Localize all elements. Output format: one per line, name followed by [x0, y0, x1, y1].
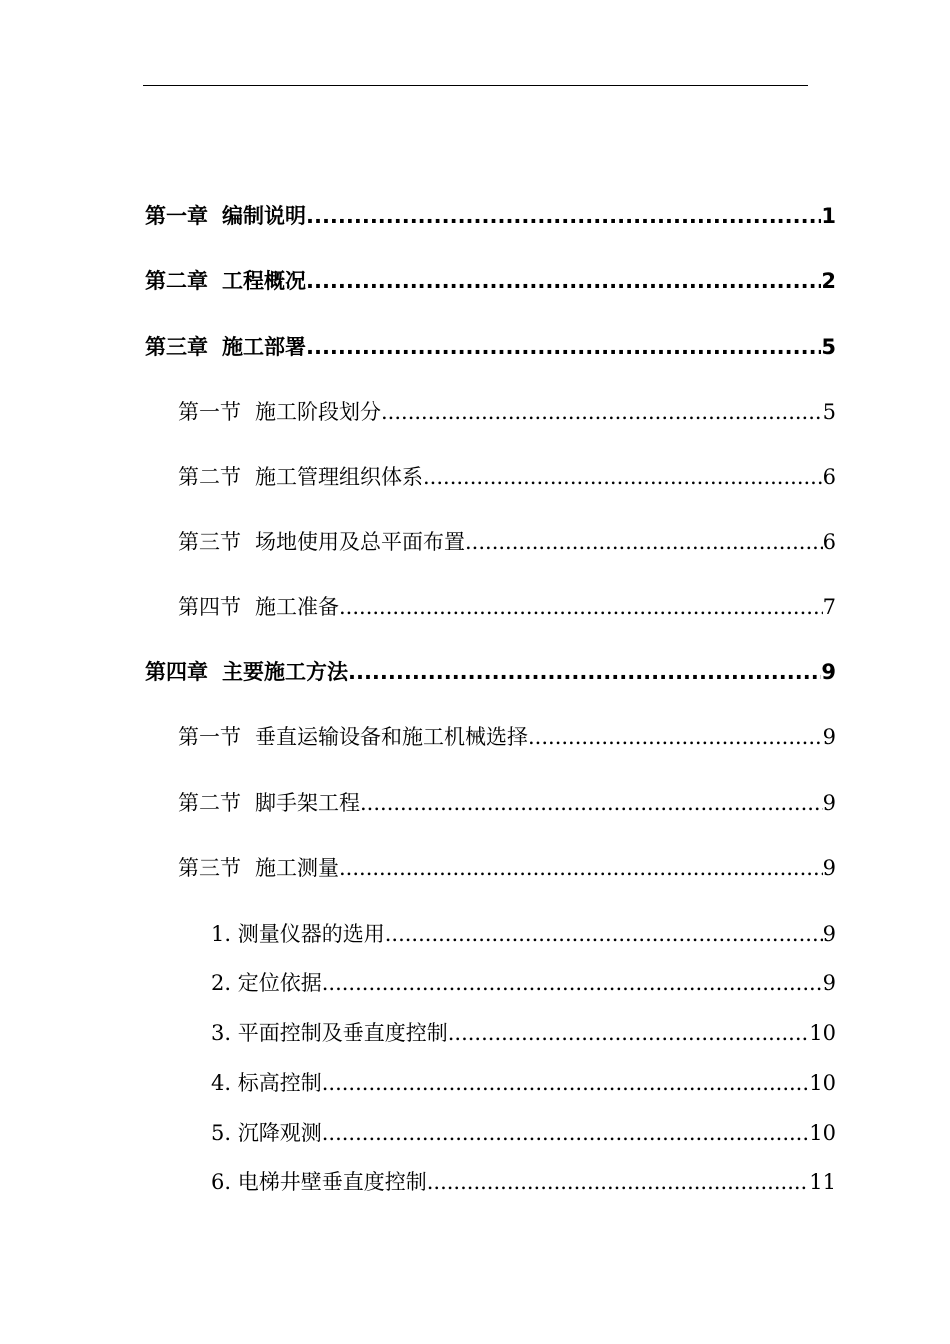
- toc-entry-item[interactable]: [211, 1166, 836, 1196]
- toc-dot-leader: [448, 1021, 810, 1045]
- toc-entry-section[interactable]: [178, 787, 836, 817]
- toc-dot-leader: [423, 465, 823, 489]
- toc-entry-label: [211, 1067, 322, 1097]
- toc-entry-item[interactable]: [211, 967, 836, 997]
- toc-entry-number: 第一章: [145, 204, 208, 228]
- toc-entry-label: [145, 656, 348, 686]
- toc-entry-title: 电梯井壁垂直度控制: [237, 1170, 427, 1194]
- toc-entry-number: 1.: [211, 922, 232, 946]
- toc-dot-leader: [322, 1121, 810, 1145]
- toc-entry-title: 施工部署: [222, 335, 306, 359]
- toc-dot-leader: [528, 725, 823, 749]
- toc-dot-leader: [381, 400, 823, 424]
- toc-entry-label: [145, 200, 306, 230]
- toc-entry-page: 9: [822, 922, 836, 946]
- toc-entry-chapter-4[interactable]: [145, 656, 836, 686]
- toc-entry-page: 10: [809, 1071, 836, 1095]
- toc-entry-label: [145, 331, 306, 361]
- toc-entry-title: 施工测量: [255, 856, 339, 880]
- toc-entry-label: [178, 591, 339, 621]
- toc-entry-number: 第三节: [178, 530, 241, 554]
- toc-entry-page: 7: [822, 595, 836, 619]
- toc-entry-label: [178, 461, 423, 491]
- toc-entry-section[interactable]: [178, 461, 836, 491]
- toc-entry-number: 2.: [211, 971, 232, 995]
- toc-entry-number: 第一节: [178, 725, 241, 749]
- toc-entry-section[interactable]: [178, 591, 836, 621]
- toc-entry-item[interactable]: [211, 1017, 836, 1047]
- toc-entry-page: 5: [821, 335, 836, 359]
- toc-entry-page: 2: [821, 269, 836, 293]
- toc-entry-label: [211, 967, 322, 997]
- toc-dot-leader: [306, 204, 821, 228]
- toc-dot-leader: [306, 269, 821, 293]
- toc-entry-title: 脚手架工程: [255, 791, 360, 815]
- toc-entry-label: [178, 526, 465, 556]
- toc-entry-title: 测量仪器的选用: [237, 922, 385, 946]
- toc-entry-page: 9: [821, 660, 836, 684]
- toc-entry-number: 第一节: [178, 400, 241, 424]
- toc-entry-title: 工程概况: [222, 269, 306, 293]
- toc-entry-page: 6: [822, 465, 836, 489]
- toc-entry-page: 11: [809, 1170, 836, 1194]
- toc-dot-leader: [427, 1170, 810, 1194]
- toc-entry-section[interactable]: [178, 526, 836, 556]
- toc-dot-leader: [348, 660, 821, 684]
- toc-entry-item[interactable]: [211, 1117, 836, 1147]
- toc-entry-page: 9: [822, 791, 836, 815]
- toc-entry-label: [178, 396, 381, 426]
- toc-entry-number: 第三章: [145, 335, 208, 359]
- toc-entry-number: 5.: [211, 1121, 232, 1145]
- toc-dot-leader: [322, 971, 823, 995]
- toc-entry-item[interactable]: [211, 918, 836, 948]
- toc-entry-number: 4.: [211, 1071, 232, 1095]
- toc-entry-chapter-3[interactable]: [145, 331, 836, 361]
- toc-entry-title: 垂直运输设备和施工机械选择: [255, 725, 528, 749]
- toc-entry-label: [211, 1117, 322, 1147]
- toc-entry-page: 5: [822, 400, 836, 424]
- toc-entry-title: 编制说明: [222, 204, 306, 228]
- toc-entry-title: 施工阶段划分: [255, 400, 381, 424]
- toc-entry-section[interactable]: [178, 396, 836, 426]
- toc-entry-page: 9: [822, 856, 836, 880]
- toc-dot-leader: [465, 530, 823, 554]
- toc-entry-title: 主要施工方法: [222, 660, 348, 684]
- toc-entry-number: 3.: [211, 1021, 232, 1045]
- toc-dot-leader: [306, 335, 821, 359]
- toc-dot-leader: [339, 856, 823, 880]
- toc-entry-label: [178, 852, 339, 882]
- toc-entry-label: [178, 721, 528, 751]
- toc-entry-label: [211, 918, 385, 948]
- toc-entry-title: 场地使用及总平面布置: [255, 530, 465, 554]
- toc-entry-label: [145, 265, 306, 295]
- toc-entry-page: 1: [821, 204, 836, 228]
- toc-entry-title: 定位依据: [237, 971, 322, 995]
- toc-entry-number: 第四章: [145, 660, 208, 684]
- toc-dot-leader: [339, 595, 823, 619]
- toc-entry-number: 第四节: [178, 595, 241, 619]
- toc-entry-number: 第二节: [178, 791, 241, 815]
- toc-entry-page: 6: [822, 530, 836, 554]
- toc-entry-section[interactable]: [178, 852, 836, 882]
- toc-entry-label: [211, 1017, 448, 1047]
- toc-entry-title: 施工准备: [255, 595, 339, 619]
- toc-entry-title: 平面控制及垂直度控制: [237, 1021, 448, 1045]
- toc-entry-title: 沉降观测: [237, 1121, 322, 1145]
- toc-entry-number: 第三节: [178, 856, 241, 880]
- toc-entry-section[interactable]: [178, 721, 836, 751]
- toc-entry-label: [211, 1166, 427, 1196]
- toc-dot-leader: [385, 922, 823, 946]
- toc-entry-page: 10: [809, 1121, 836, 1145]
- toc-entry-number: 第二节: [178, 465, 241, 489]
- toc-entry-label: [178, 787, 360, 817]
- toc-entry-number: 第二章: [145, 269, 208, 293]
- toc-entry-title: 施工管理组织体系: [255, 465, 423, 489]
- toc-entry-page: 9: [822, 971, 836, 995]
- toc-entry-page: 10: [809, 1021, 836, 1045]
- toc-dot-leader: [322, 1071, 810, 1095]
- toc-entry-chapter-2[interactable]: [145, 265, 836, 295]
- toc-entry-title: 标高控制: [237, 1071, 322, 1095]
- toc-entry-page: 9: [822, 725, 836, 749]
- toc-entry-item[interactable]: [211, 1067, 836, 1097]
- toc-entry-chapter-1[interactable]: [145, 200, 836, 230]
- toc-entry-number: 6.: [211, 1170, 232, 1194]
- toc-dot-leader: [360, 791, 823, 815]
